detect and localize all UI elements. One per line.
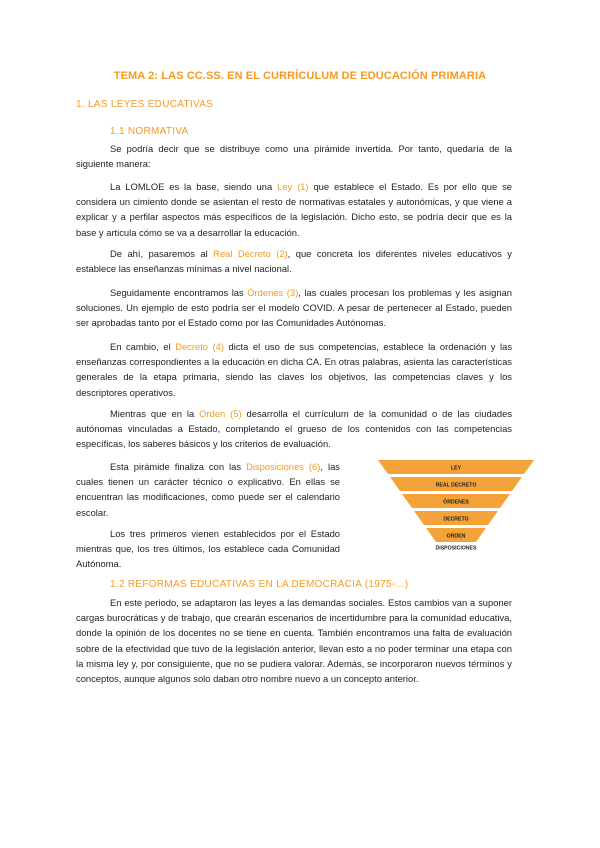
paragraph-disposiciones [76, 459, 340, 520]
paragraph-ley [76, 179, 512, 240]
highlight-orden: Orden (5) [199, 408, 242, 419]
pyramid-label-ordenes: ÓRDENES [443, 499, 469, 506]
paragraph-reformas-text: En este periodo, se adaptaron las leyes a las demandas sociales. Estos cambios van a suponer cargas burocráticas y de trabajo, que crearán escenarios de incertidumbre para la comunidad educativa, donde la opinión de los docentes no se tiene en cuenta. También encontramos una falta de evaluación sobre de la efectividad que tuvo de la legislación anterior, llevan esto a no poder terminar una etapa con la misma ley y, por consiguiente, que no se pudiera valorar. Además, se incorporaron nuevos términos y conceptos, aunque algunos solo daban otro nombre nuevo a un concepto anterior. [76, 597, 512, 685]
paragraph-orden-text-b: desarrolla el currículum de la comunidad o de las ciudades autónomas vinculadas a Estado, completando el grueso de los contenidos con las competencias específicas, los saberes básicos y los criterios de evaluación. [76, 408, 513, 450]
paragraph-ordenes-text-b: , las cuales procesan los problemas y les asignan soluciones. Un ejemplo de esto podría ser el modelo COVID. A pesar de pertenecer al Estado, pueden ser aprobadas tanto por el Estado como por las Comunidades Autónomas. [76, 287, 512, 329]
paragraph-real-decreto-text-b: , que concreta los diferentes niveles educativos y establece las enseñanzas mínimas a nivel nacional. [76, 248, 512, 275]
highlight-ordenes: Órdenes (3) [247, 287, 299, 298]
paragraph-real-decreto [76, 246, 512, 276]
page-title: TEMA 2: LAS CC.SS. EN EL CURRÍCULUM DE EDUCACIÓN PRIMARIA [113, 70, 487, 82]
paragraph-decreto-text-a: En cambio, el [110, 341, 176, 352]
highlight-real-decreto: Real Decreto (2) [213, 248, 288, 259]
paragraph-reformas [76, 595, 512, 686]
subsection-heading-normativa: 1.1 NORMATIVA [110, 126, 189, 137]
inverted-pyramid-diagram [378, 460, 534, 560]
highlight-decreto: Decreto (4) [175, 341, 225, 352]
paragraph-disposiciones-text-b: , las cuales tienen un carácter técnico o explicativo. En ellas se encuentran las modificaciones, como puede ser el calendario escolar. [76, 461, 340, 518]
highlight-ley: Ley (1) [277, 181, 309, 192]
subsection-heading-reformas: 1.2 REFORMAS EDUCATIVAS EN LA DEMOCRACIA (1975-...) [110, 579, 409, 590]
paragraph-intro-text: Se podría decir que se distribuye como una pirámide invertida. Por tanto, quedaría de la siguiente manera: [76, 143, 512, 170]
paragraph-ley-text-a: La LOMLOE es la base, siendo una [110, 181, 278, 192]
paragraph-real-decreto-text-a: De ahí, pasaremos al [110, 248, 214, 259]
paragraph-intro [76, 141, 512, 171]
pyramid-label-ley: LEY [450, 465, 462, 472]
paragraph-orden-text-a: Mientras que en la [110, 408, 200, 419]
paragraph-orden [76, 406, 512, 452]
section-heading-leyes: 1. LAS LEYES EDUCATIVAS [76, 99, 214, 110]
paragraph-ordenes [76, 285, 512, 331]
pyramid-label-orden: ORDEN [446, 533, 466, 540]
paragraph-ordenes-text-a: Seguidamente encontramos las [110, 287, 248, 298]
paragraph-ley-text-b: que establece el Estado. Es por ello que se considera un cimiento donde se asientan el resto de normativas estatales y autonómicas, y que viene a explicar y a perfilar aspectos más específicos de la legislación. Dicho esto, se podría decir que es la base y articula cómo se va a desarrollar la educación. [76, 181, 513, 238]
paragraph-decreto-text-b: dicta el uso de sus competencias, establece la ordenación y las enseñanzas correspondientes a la educación en dicha CA. En otras palabras, asienta las características generales de la etapa primaria, siendo las claves los objetivos, las competencias claves y los descriptores operativos. [76, 341, 513, 398]
highlight-disposiciones: Disposiciones (6) [246, 461, 321, 472]
paragraph-disposiciones-text-a: Esta pirámide finaliza con las [110, 461, 247, 472]
pyramid-label-decreto: DECRETO [443, 516, 469, 523]
paragraph-decreto [76, 339, 512, 400]
paragraph-tres-primeros [76, 526, 340, 572]
pyramid-label-disposiciones: DISPOSICIONES [435, 545, 477, 552]
pyramid-label-real-decreto: REAL DECRETO [435, 482, 477, 489]
paragraph-tres-primeros-text: Los tres primeros vienen establecidos por el Estado mientras que, los tres últimos, los establece cada Comunidad Autónoma. [76, 528, 340, 570]
